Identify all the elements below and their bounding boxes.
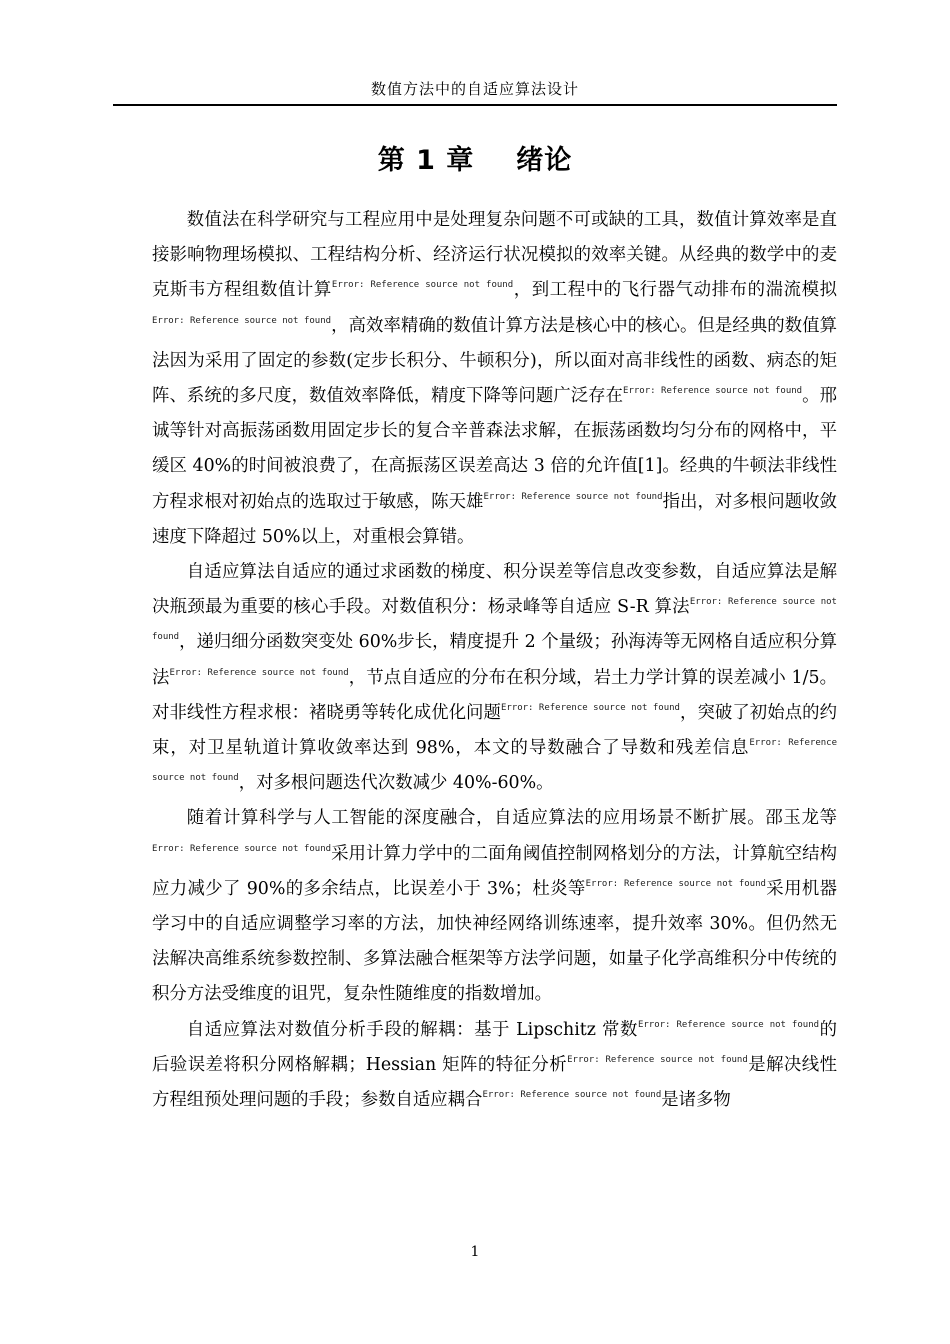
running-header: 数值方法中的自适应算法设计 (370, 80, 579, 98)
paragraph-text: 是诸多物 (661, 1090, 731, 1111)
paragraph-text: 采用机器学习中的自适应调整学习率的方法，加快神经网络训练速率，提升效率 30%。但仍然无法解决高维系统参数控制、多算法融合框架等方法学问题，如量子化学高维积分中传统的积分方法受维度的诅咒，复杂性随维度的指数增加。 (152, 878, 837, 1005)
reference-error-marker: Error: Reference source not found (152, 843, 332, 854)
paragraph-text: ，递归细分函数突变处 60%步长，精度提升 2 个量级；孙海涛等无网格自适应积分算法 (152, 632, 837, 688)
paragraph-text: 。邢诚等针对高振荡函数用固定步长的复合辛普森法求解，在振荡函数均匀分布的网格中，平缓区 40%的时间被浪费了，在高振荡区误差高达 3 倍的允许值[1]。经典的牛顿法非线性方程求根对初始点的选取过于敏感，陈天雄 (152, 386, 837, 512)
paragraph-text: ，突破了初始点的约束，对卫星轨道计算收敛率达到 98%，本文的导数融合了导数和残差信息 (152, 702, 837, 759)
page-number: 1 (470, 1244, 480, 1260)
paragraph-text: 是解决线性方程组预处理问题的手段；参数自适应耦合 (152, 1054, 838, 1111)
reference-error-marker: Error: Reference source not found (152, 737, 837, 784)
paragraph-text: ，对多根问题迭代次数减少 40%-60%。 (238, 773, 554, 794)
paragraph-text: 自适应算法自适应的通过求函数的梯度、积分误差等信息改变参数，自适应算法是解决瓶颈最为重要的核心手段。对数值积分：杨录峰等自适应 S-R 算法 (152, 562, 837, 618)
paragraph-text: 数值法在科学研究与工程应用中是处理复杂问题不可或缺的工具，数值计算效率是直接影响物理场模拟、工程结构分析、经济运行状况模拟的效率关键。从经典的数学中的麦克斯韦方程组数值计算 (152, 210, 837, 301)
paragraph (152, 555, 837, 801)
reference-error-marker: Error: Reference source not found (482, 1089, 662, 1100)
paragraph (152, 203, 837, 555)
paragraph-text: ，到工程中的飞行器气动排布的湍流模拟 (513, 280, 837, 301)
chapter-heading (0, 138, 950, 177)
paragraph-text: 随着计算科学与人工智能的深度融合，自适应算法的应用场景不断扩展。邵玉龙等 (186, 808, 837, 829)
reference-error-marker: Error: Reference source not found (637, 1019, 820, 1030)
header-divider (113, 104, 837, 106)
reference-error-marker: Error: Reference source not found (152, 315, 332, 326)
reference-error-marker: Error: Reference source not found (169, 667, 349, 678)
paragraph-text: 自适应算法对数值分析手段的解耦：基于 Lipschitz 常数 (186, 1019, 638, 1040)
reference-error-marker: Error: Reference source not found (331, 280, 514, 291)
reference-error-marker: Error: Reference source not found (152, 597, 837, 643)
reference-error-marker: Error: Reference source not found (623, 385, 803, 396)
paragraph-text: ，节点自适应的分布在积分域，岩土力学计算的误差减小 1/5。对非线性方程求根：褚晓勇等转化成优化问题 (152, 667, 837, 723)
reference-error-marker: Error: Reference source not found (483, 491, 663, 502)
body-text (152, 203, 837, 1118)
reference-error-marker: Error: Reference source not found (585, 878, 766, 889)
paragraph-text: 采用计算力学中的二面角阈值控制网格划分的方法，计算航空结构应力减少了 90%的多余结点，比误差小于 3%；杜炎等 (152, 843, 837, 899)
paragraph-text: 的后验误差将积分网格解耦；Hessian 矩阵的特征分析 (152, 1019, 837, 1075)
chapter-title-text: 绪论 (516, 145, 573, 176)
paragraph-text: ，高效率精确的数值计算方法是核心中的核心。但是经典的数值算法因为采用了固定的参数(定步长积分、牛顿积分)，所以面对高非线性的函数、病态的矩阵、系统的多尺度，数值效率降低，精度下降等问题广泛存在 (152, 315, 837, 407)
paragraph (152, 801, 837, 1012)
reference-error-marker: Error: Reference source not found (567, 1054, 748, 1065)
paragraph-text: 指出，对多根问题收敛速度下降超过 50%以上，对重根会算错。 (152, 491, 837, 547)
paragraph (152, 1013, 837, 1119)
reference-error-marker: Error: Reference source not found (500, 702, 680, 713)
chapter-number: 第 1 章 (377, 145, 475, 176)
